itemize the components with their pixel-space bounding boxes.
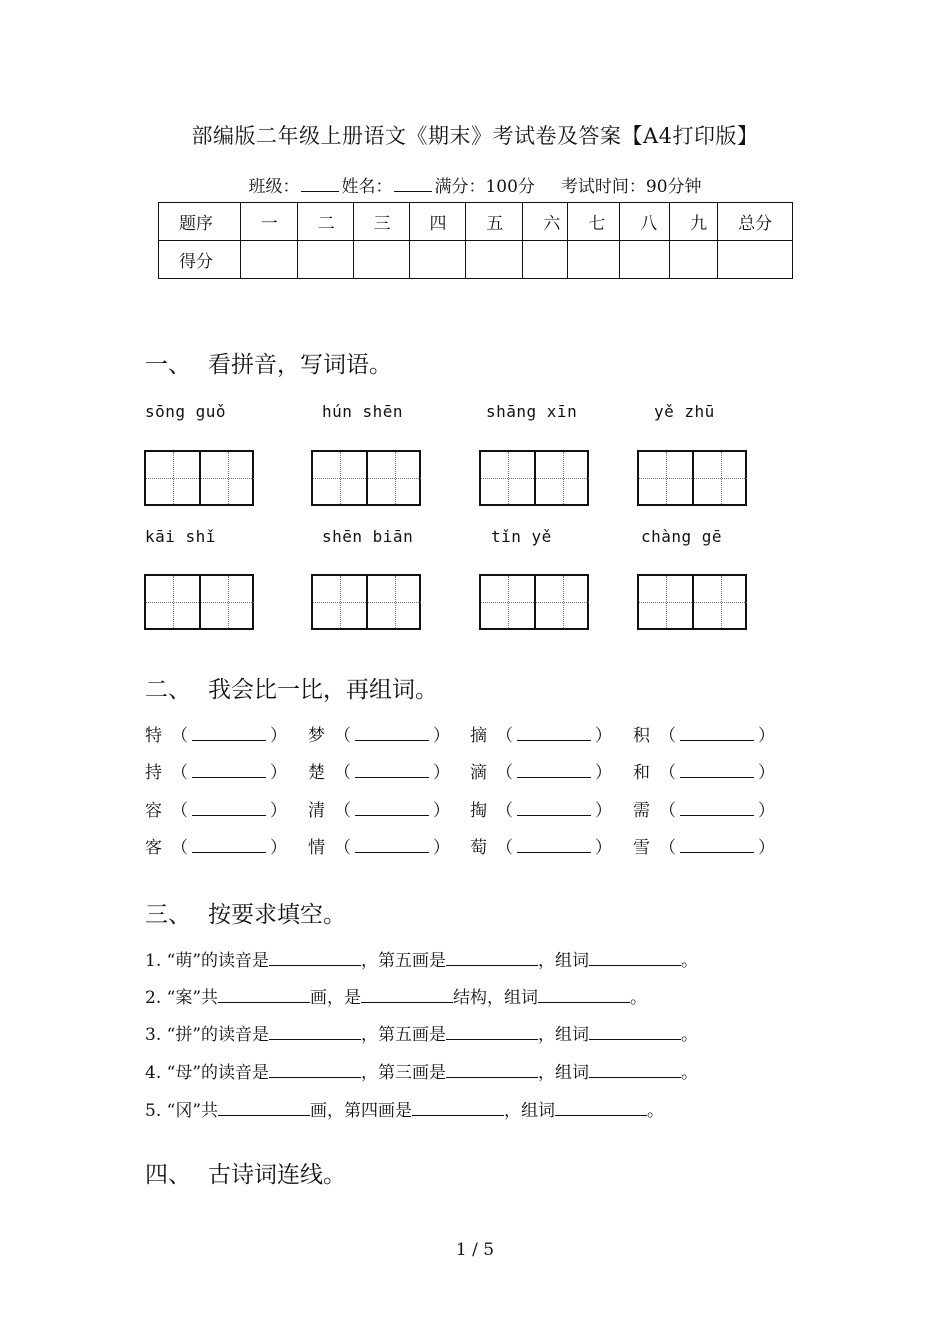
compare-blank[interactable]: [517, 840, 591, 853]
compare-blank[interactable]: [355, 728, 429, 741]
close-paren: ）: [270, 801, 287, 821]
compare-char: 梦: [308, 726, 325, 746]
section-title: 我会比一比，再组词。: [208, 677, 438, 703]
fill-blank[interactable]: [538, 988, 630, 1003]
compare-blank[interactable]: [355, 840, 429, 853]
fill-blank[interactable]: [269, 951, 361, 966]
fill-item: 3. “拼”的读音是 ，第五画是 ，组词 。: [145, 1025, 699, 1045]
compare-blank[interactable]: [517, 765, 591, 778]
table-header-cell: 八: [620, 203, 670, 241]
fill-blank[interactable]: [269, 1025, 361, 1040]
writing-grid[interactable]: [144, 450, 254, 506]
compare-item: [145, 758, 287, 783]
close-paren: ）: [270, 726, 287, 746]
compare-blank[interactable]: [192, 728, 266, 741]
compare-item: [470, 833, 612, 858]
compare-blank[interactable]: [355, 765, 429, 778]
compare-item: [470, 721, 612, 746]
score-cell[interactable]: [466, 241, 523, 279]
close-paren: ）: [595, 838, 612, 858]
close-paren: ）: [270, 838, 287, 858]
open-paren: （: [659, 726, 676, 746]
compare-item: [633, 721, 775, 746]
compare-char: 萄: [470, 838, 487, 858]
table-header-cell: 六: [523, 203, 568, 241]
pinyin-label: sōng guǒ: [145, 402, 227, 421]
section-number: 二、: [145, 677, 191, 703]
compare-item: [145, 721, 287, 746]
fill-item: 5. “冈”共 画，第四画是 ，组词 。: [145, 1101, 665, 1121]
section-2-heading: [145, 671, 438, 704]
page-number: 1 / 5: [455, 1240, 495, 1260]
score-table: [158, 202, 793, 279]
compare-char: 滴: [470, 763, 487, 783]
compare-char: 客: [145, 838, 162, 858]
open-paren: （: [334, 801, 351, 821]
section-number: 四、: [145, 1162, 191, 1188]
fill-item: 1. “萌”的读音是 ，第五画是 ，组词 。: [145, 951, 699, 971]
writing-grid[interactable]: [311, 574, 421, 630]
table-header-cell: 七: [568, 203, 620, 241]
class-blank[interactable]: [301, 177, 339, 192]
fill-blank[interactable]: [269, 1063, 361, 1078]
fill-item: 4. “母”的读音是 ，第三画是 ，组词 。: [145, 1063, 699, 1083]
compare-char: 需: [633, 801, 650, 821]
score-cell[interactable]: [523, 241, 568, 279]
compare-char: 积: [633, 726, 650, 746]
table-header-cell: 九: [670, 203, 718, 241]
score-cell[interactable]: [353, 241, 409, 279]
table-header-cell: 四: [409, 203, 466, 241]
table-header-cell: 题序: [159, 203, 241, 241]
close-paren: ）: [595, 801, 612, 821]
close-paren: ）: [595, 726, 612, 746]
compare-item: [145, 796, 287, 821]
open-paren: （: [334, 726, 351, 746]
compare-blank[interactable]: [192, 840, 266, 853]
compare-item: [145, 833, 287, 858]
compare-char: 情: [308, 838, 325, 858]
open-paren: （: [171, 763, 188, 783]
open-paren: （: [496, 838, 513, 858]
pinyin-label: hún shēn: [322, 402, 404, 421]
open-paren: （: [496, 726, 513, 746]
writing-grid[interactable]: [479, 450, 589, 506]
compare-blank[interactable]: [680, 840, 754, 853]
score-cell[interactable]: [718, 241, 793, 279]
compare-blank[interactable]: [517, 728, 591, 741]
section-1-heading: [145, 346, 392, 379]
close-paren: ）: [758, 838, 775, 858]
compare-blank[interactable]: [355, 803, 429, 816]
writing-grid[interactable]: [311, 450, 421, 506]
compare-char: 持: [145, 763, 162, 783]
open-paren: （: [659, 838, 676, 858]
section-title: 看拼音，写词语。: [208, 352, 392, 378]
open-paren: （: [171, 726, 188, 746]
compare-char: 雪: [633, 838, 650, 858]
open-paren: （: [496, 801, 513, 821]
fill-blank[interactable]: [589, 1025, 681, 1040]
table-row: [159, 241, 793, 279]
score-cell[interactable]: [620, 241, 670, 279]
section-3-heading: [145, 896, 346, 929]
full-score: 满分：100分: [434, 177, 535, 197]
section-number: 三、: [145, 902, 191, 928]
fill-blank[interactable]: [555, 1101, 647, 1116]
compare-blank[interactable]: [517, 803, 591, 816]
fill-blank[interactable]: [446, 1063, 538, 1078]
compare-blank[interactable]: [192, 765, 266, 778]
compare-blank[interactable]: [192, 803, 266, 816]
close-paren: ）: [433, 838, 450, 858]
writing-grid[interactable]: [637, 450, 747, 506]
compare-blank[interactable]: [680, 765, 754, 778]
pinyin-label: shāng xīn: [486, 402, 578, 421]
name-label: 姓名：: [341, 177, 393, 197]
score-cell[interactable]: [297, 241, 353, 279]
writing-grid[interactable]: [637, 574, 747, 630]
close-paren: ）: [595, 763, 612, 783]
open-paren: （: [171, 801, 188, 821]
compare-char: 特: [145, 726, 162, 746]
table-header-cell: 三: [353, 203, 409, 241]
fill-blank[interactable]: [361, 988, 453, 1003]
close-paren: ）: [433, 726, 450, 746]
score-cell[interactable]: [670, 241, 718, 279]
close-paren: ）: [433, 801, 450, 821]
compare-item: [470, 758, 612, 783]
compare-blank[interactable]: [680, 728, 754, 741]
pinyin-label: yě zhū: [654, 402, 715, 421]
fill-blank[interactable]: [446, 951, 538, 966]
compare-item: [633, 796, 775, 821]
compare-item: [633, 833, 775, 858]
compare-char: 容: [145, 801, 162, 821]
table-header-cell: 二: [297, 203, 353, 241]
open-paren: （: [659, 801, 676, 821]
open-paren: （: [659, 763, 676, 783]
pinyin-label: shēn biān: [322, 527, 414, 546]
fill-blank[interactable]: [446, 1025, 538, 1040]
fill-blank[interactable]: [218, 1101, 310, 1116]
compare-item: [308, 796, 450, 821]
close-paren: ）: [433, 763, 450, 783]
pinyin-label: kāi shǐ: [145, 527, 216, 546]
close-paren: ）: [758, 801, 775, 821]
compare-char: 掏: [470, 801, 487, 821]
class-label: 班级：: [248, 177, 300, 197]
compare-item: [633, 758, 775, 783]
compare-char: 摘: [470, 726, 487, 746]
compare-item: [308, 758, 450, 783]
table-header-cell: 五: [466, 203, 523, 241]
pinyin-label: tǐn yě: [491, 527, 552, 546]
compare-blank[interactable]: [680, 803, 754, 816]
open-paren: （: [334, 763, 351, 783]
table-header-cell: 总分: [718, 203, 793, 241]
table-row-label: 得分: [159, 241, 241, 279]
name-blank[interactable]: [394, 177, 432, 192]
close-paren: ）: [758, 763, 775, 783]
section-4-heading: [145, 1156, 346, 1189]
fill-blank[interactable]: [218, 988, 310, 1003]
compare-char: 楚: [308, 763, 325, 783]
section-number: 一、: [145, 352, 191, 378]
writing-grid[interactable]: [479, 574, 589, 630]
compare-char: 和: [633, 763, 650, 783]
fill-item: 2. “案”共 画，是 结构，组词 。: [145, 988, 648, 1008]
exam-info: [0, 172, 950, 197]
table-header-cell: 一: [240, 203, 297, 241]
compare-item: [308, 833, 450, 858]
compare-item: [308, 721, 450, 746]
fill-blank[interactable]: [412, 1101, 504, 1116]
fill-blank[interactable]: [589, 1063, 681, 1078]
open-paren: （: [334, 838, 351, 858]
pinyin-label: chàng gē: [641, 527, 723, 546]
page-title: 部编版二年级上册语文《期末》考试卷及答案【A4打印版】: [191, 124, 759, 148]
score-cell[interactable]: [409, 241, 466, 279]
open-paren: （: [171, 838, 188, 858]
open-paren: （: [496, 763, 513, 783]
exam-time: 考试时间：90分钟: [560, 177, 702, 197]
score-cell[interactable]: [568, 241, 620, 279]
compare-item: [470, 796, 612, 821]
writing-grid[interactable]: [144, 574, 254, 630]
compare-char: 清: [308, 801, 325, 821]
section-title: 按要求填空。: [208, 902, 346, 928]
close-paren: ）: [758, 726, 775, 746]
close-paren: ）: [270, 763, 287, 783]
table-row: [159, 203, 793, 241]
fill-blank[interactable]: [589, 951, 681, 966]
score-cell[interactable]: [240, 241, 297, 279]
section-title: 古诗词连线。: [208, 1162, 346, 1188]
